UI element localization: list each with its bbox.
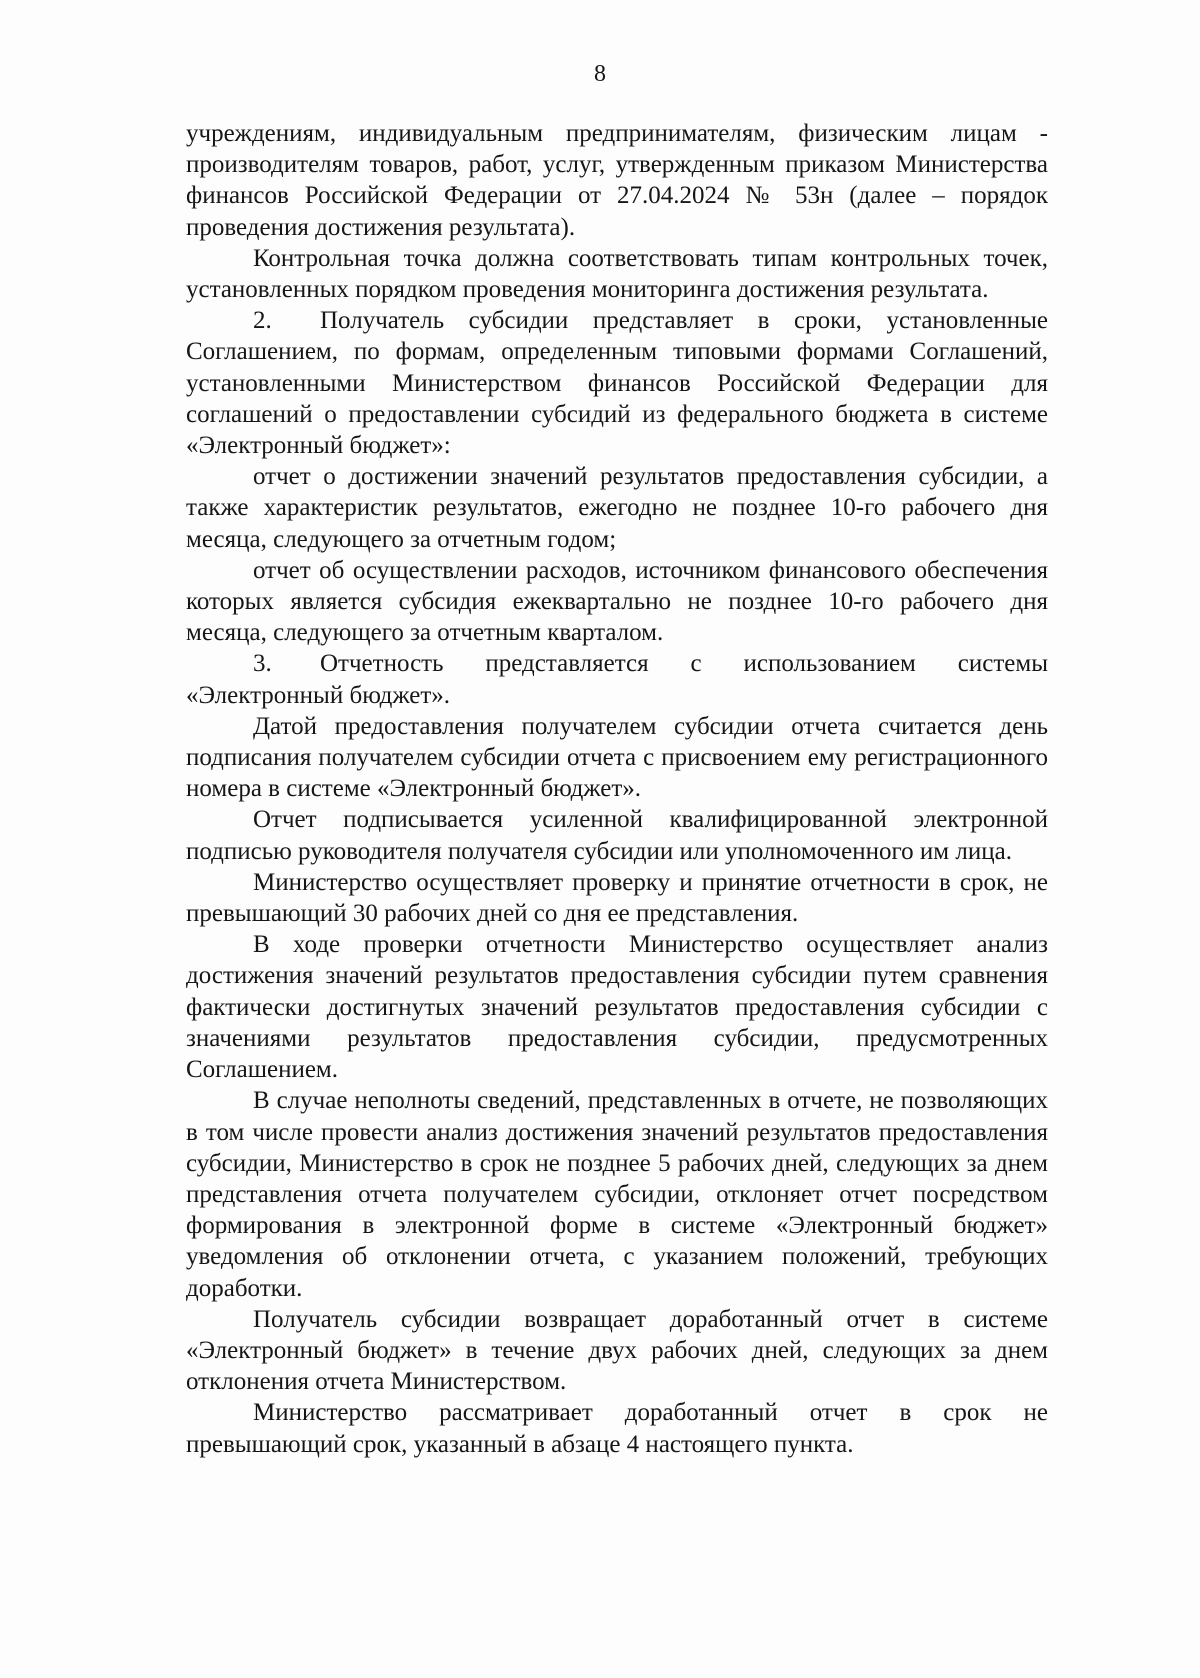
paragraph [186, 1085, 1048, 1303]
paragraph-number: 2. [253, 307, 272, 335]
paragraph [186, 867, 1048, 929]
paragraph-numbered [186, 305, 1048, 461]
paragraph-number: 3. [253, 650, 272, 678]
paragraph-text: Отчет подписывается усиленной квалифицированной электронной подписью руководителя получателя субсидии или уполномоченного им лица. [186, 806, 1048, 865]
paragraph [186, 461, 1048, 555]
paragraph-text: В ходе проверки отчетности Министерство осуществляет анализ достижения значений результатов предоставления субсидии путем сравнения фактически достигнутых значений результатов предоставления субсидии с значениями результатов предоставления субсидии, предусмотренных Соглашением. [186, 931, 1048, 1084]
paragraph [186, 804, 1048, 866]
paragraph [186, 243, 1048, 305]
paragraph [186, 1304, 1048, 1398]
paragraph-text: учреждениям, индивидуальным предпринимателям, физическим лицам - производителям товаров, работ, услуг, утвержденным приказом Министерства финансов Российской Федерации от 27.04.2024 № 53н (далее – порядок проведения достижения результата). [186, 120, 1048, 241]
paragraph-text: Контрольная точка должна соответствовать типам контрольных точек, установленных порядком проведения мониторинга достижения результата. [186, 244, 1048, 304]
paragraph-continuation [186, 118, 1048, 243]
paragraph-text: Получатель субсидии представляет в сроки, установленные Соглашением, по формам, определенным типовыми формами Соглашений, установленными Министерством финансов Российской Федерации для соглашений о предоставлении субсидий из федерального бюджета в системе «Электронный бюджет»: [186, 307, 1048, 460]
document-body [186, 118, 1048, 1460]
paragraph-text: Отчетность представляется с использованием системы «Электронный бюджет». [186, 650, 1048, 709]
paragraph-text: Министерство рассматривает доработанный отчет в срок не превышающий срок, указанный в абзаце 4 настоящего пункта. [186, 1399, 1048, 1458]
paragraph-numbered [186, 648, 1048, 710]
paragraph [186, 929, 1048, 1085]
paragraph-text: Получатель субсидии возвращает доработанный отчет в системе «Электронный бюджет» в течение двух рабочих дней, следующих за днем отклонения отчета Министерством. [186, 1305, 1048, 1396]
page-number: 8 [594, 61, 606, 87]
paragraph-text: Министерство осуществляет проверку и принятие отчетности в срок, не превышающий 30 рабочих дней со дня ее представления. [186, 868, 1048, 928]
paragraph-text: В случае неполноты сведений, представленных в отчете, не позволяющих в том числе провести анализ достижения значений результатов предоставления субсидии, Министерство в срок не позднее 5 рабочих дней, следующих за днем представления отчета получателем субсидии, отклоняет отчет посредством формирования в электронной форме в системе «Электронный бюджет» уведомления об отклонении отчета, с указанием положений, требующих доработки. [186, 1087, 1048, 1302]
paragraph [186, 555, 1048, 649]
paragraph-text: отчет об осуществлении расходов, источником финансового обеспечения которых является субсидия ежеквартально не позднее 10-го рабочего дня месяца, следующего за отчетным кварталом. [186, 556, 1048, 647]
paragraph [186, 711, 1048, 805]
paragraph-text: отчет о достижении значений результатов предоставления субсидии, а также характеристик результатов, ежегодно не позднее 10-го рабочего дня месяца, следующего за отчетным годом; [186, 463, 1048, 553]
paragraph [186, 1397, 1048, 1459]
paragraph-text: Датой предоставления получателем субсидии отчета считается день подписания получателем субсидии отчета с присвоением ему регистрационного номера в системе «Электронный бюджет». [186, 712, 1048, 803]
